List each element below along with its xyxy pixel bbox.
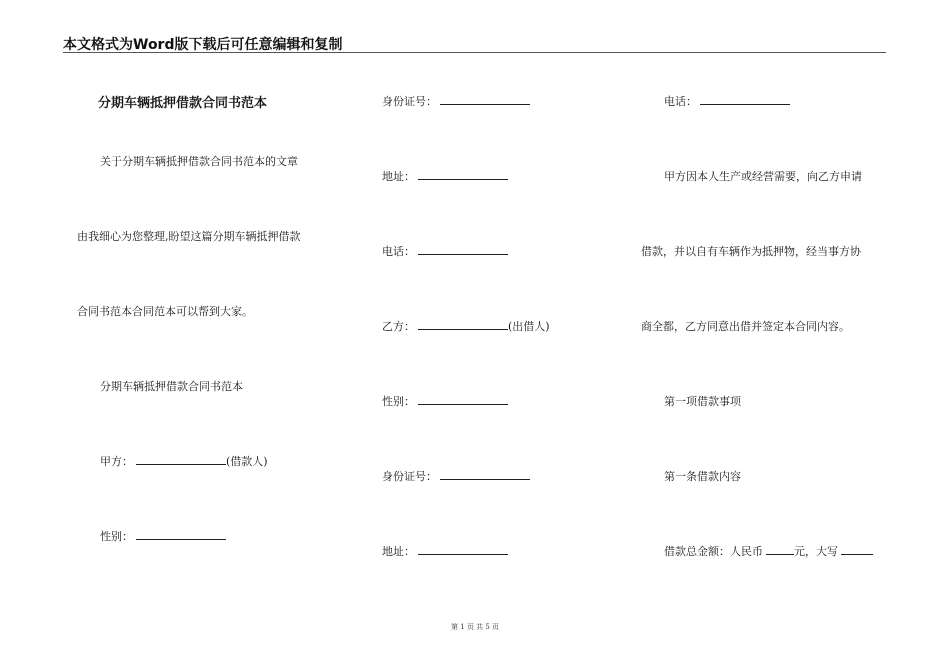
intro-line-3: 合同书范本合同范本可以帮到大家。	[77, 305, 253, 318]
gender-b-label: 性别：	[382, 395, 415, 408]
phone-a-label: 电话：	[382, 245, 415, 258]
loan-amount-unit: 元，大写	[794, 545, 838, 558]
addr-b-blank	[418, 544, 508, 555]
id-a-field	[382, 93, 530, 109]
phone-b-field	[664, 93, 790, 109]
subtitle: 分期车辆抵押借款合同书范本	[100, 380, 243, 393]
loan-amount-field	[664, 543, 873, 559]
loan-amount-label: 借款总金额：人民币	[664, 545, 763, 558]
party-a-label: 甲方：	[100, 455, 133, 468]
contract-title: 分期车辆抵押借款合同书范本	[98, 96, 268, 111]
terms-line-1: 甲方因本人生产或经营需要，向乙方申请	[664, 170, 862, 183]
header-divider	[63, 52, 886, 53]
party-b-field	[382, 318, 550, 334]
addr-a-label: 地址：	[382, 170, 415, 183]
id-b-label: 身份证号：	[382, 470, 437, 483]
intro-line-2: 由我细心为您整理,盼望这篇分期车辆抵押借款	[77, 230, 301, 243]
addr-b-label: 地址：	[382, 545, 415, 558]
gender-a-field	[100, 528, 226, 544]
addr-b-field	[382, 543, 508, 559]
party-b-blank	[418, 319, 508, 330]
document-header-title: 本文格式为Word版下载后可任意编辑和复制	[63, 37, 343, 53]
party-a-field	[100, 453, 268, 469]
gender-a-blank	[136, 529, 226, 540]
party-a-role: (借款人)	[226, 455, 268, 468]
loan-amount-blank	[766, 544, 794, 555]
gender-b-blank	[418, 394, 508, 405]
intro-line-1: 关于分期车辆抵押借款合同书范本的文章	[100, 155, 298, 168]
id-b-field	[382, 468, 530, 484]
phone-b-blank	[700, 94, 790, 105]
addr-a-blank	[418, 169, 508, 180]
section-heading-1: 第一项借款事项	[664, 395, 741, 408]
gender-a-label: 性别：	[100, 530, 133, 543]
phone-a-field	[382, 243, 508, 259]
id-b-blank	[440, 469, 530, 480]
party-b-role: (出借人)	[508, 320, 550, 333]
party-a-blank	[136, 454, 226, 465]
id-a-blank	[440, 94, 530, 105]
phone-b-label: 电话：	[664, 95, 697, 108]
gender-b-field	[382, 393, 508, 409]
id-a-label: 身份证号：	[382, 95, 437, 108]
page-footer: 第 1 页 共 5 页	[450, 623, 500, 631]
phone-a-blank	[418, 244, 508, 255]
terms-line-3: 商全都，乙方同意出借并签定本合同内容。	[641, 320, 850, 333]
addr-a-field	[382, 168, 508, 184]
loan-amount-words-blank	[841, 544, 873, 555]
terms-line-2: 借款，并以自有车辆作为抵押物，经当事方协	[641, 245, 861, 258]
party-b-label: 乙方：	[382, 320, 415, 333]
clause-heading-1: 第一条借款内容	[664, 470, 741, 483]
